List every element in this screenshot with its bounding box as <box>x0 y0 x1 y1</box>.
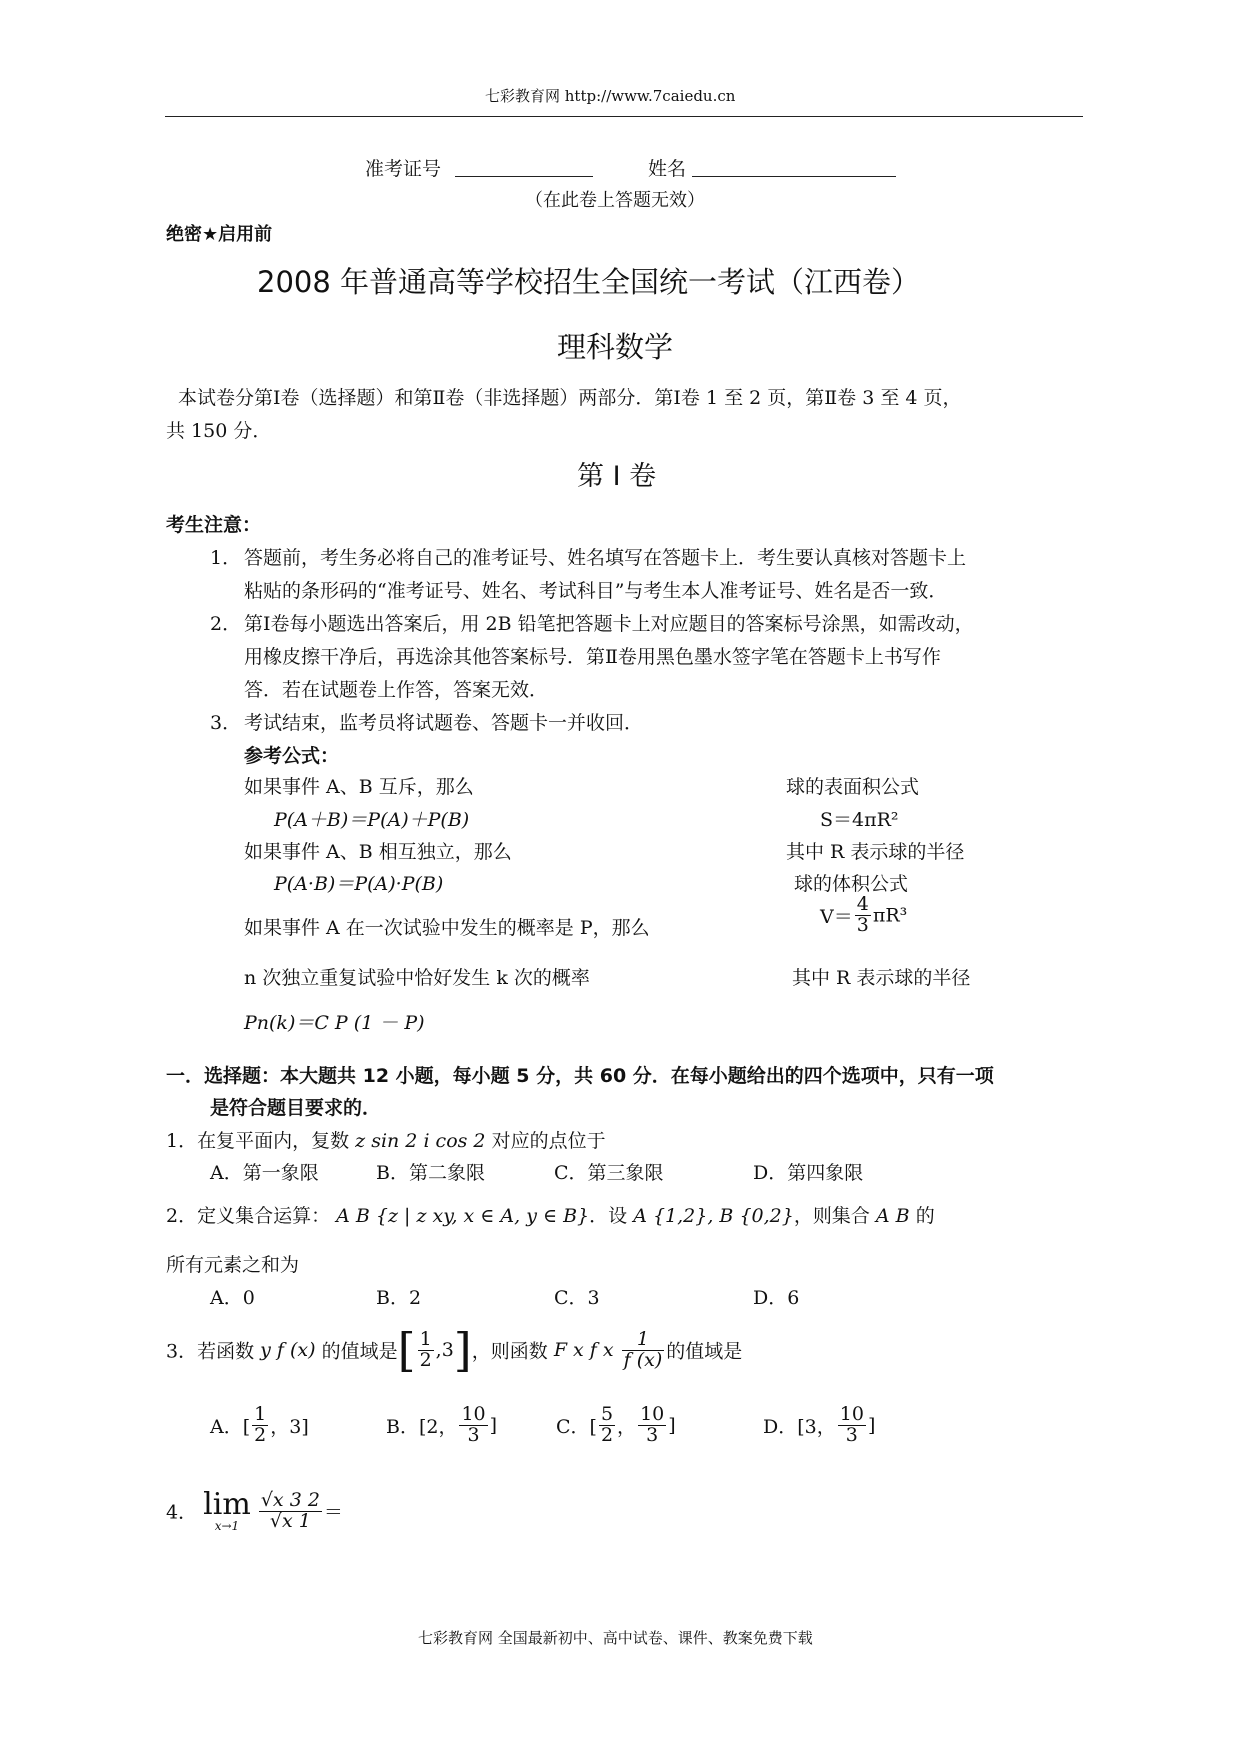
q3-option-d <box>763 1405 875 1446</box>
q4-numerator: √x 3 2 <box>260 1488 320 1511</box>
notice-item-2-line-2: 用橡皮擦干净后，再选涂其他答案标号．第Ⅱ卷用黑色墨水签字笔在答题卡上书写作 <box>244 646 941 668</box>
q2-option-d: D．6 <box>753 1287 800 1309</box>
q2-stem <box>166 1201 935 1228</box>
q3-function-fraction <box>622 1327 665 1371</box>
q4-lim-sub: x→1 <box>214 1519 240 1533</box>
q3-stem-c: ，则函数 <box>471 1340 548 1363</box>
q1-number: 1． <box>166 1130 198 1152</box>
q3-opt-c-den-2: 3 <box>646 1423 659 1446</box>
formula-right-2: S＝4πR² <box>820 809 899 831</box>
q3-opt-c-num-1: 5 <box>600 1403 614 1425</box>
q2-number: 2． <box>166 1205 198 1227</box>
q3-opt-a-num: 1 <box>254 1403 267 1425</box>
q3-opt-d-den: 3 <box>845 1423 858 1446</box>
q4-fraction <box>259 1488 322 1532</box>
q2-stem-a: 定义集合运算： <box>197 1205 331 1227</box>
notice-item-1-num: 1． <box>210 547 242 569</box>
page-footer: 七彩教育网 全国最新初中、高中试卷、课件、教案免费下载 <box>418 1629 813 1647</box>
formula-left-1: 如果事件 A、B 互斥，那么 <box>244 776 474 798</box>
q3-opt-a-fraction <box>252 1405 268 1446</box>
volume-frac-den: 3 <box>856 913 869 936</box>
formula-right-4: 球的体积公式 <box>794 873 909 895</box>
q1-stem <box>166 1126 606 1153</box>
q3-opt-c-den-1: 2 <box>600 1423 614 1446</box>
q4-stem <box>166 1487 343 1533</box>
notice-item-1-line-1: 答题前，考生务必将自己的准考证号、姓名填写在答题卡上．考生要认真核对答题卡上 <box>244 547 967 569</box>
formula-right-1: 球的表面积公式 <box>786 776 920 798</box>
notice-item-1-line-2: 粘贴的条形码的“准考证号、姓名、考试科目”与考生本人准考证号、姓名是否一致． <box>244 580 948 602</box>
q1-stem-b: 对应的点位于 <box>491 1130 606 1152</box>
volume-suffix: πR³ <box>872 904 908 927</box>
volume-frac-num: 4 <box>856 893 869 915</box>
q3-option-a <box>210 1405 309 1446</box>
q3-opt-d-fraction <box>838 1405 866 1446</box>
q3-stem-a: 若函数 <box>197 1340 255 1363</box>
formula-left-5: 如果事件 A 在一次试验中发生的概率是 P，那么 <box>244 917 650 939</box>
q3-stem-d: 的值域是 <box>666 1340 743 1363</box>
notice-item-2-line-1: 第Ⅰ卷每小题选出答案后，用 2B 铅笔把答题卡上对应题目的答案标号涂黑，如需改动， <box>244 613 974 635</box>
q2-option-a: A．0 <box>210 1287 255 1309</box>
q3-opt-a-label: A．[ <box>210 1415 251 1438</box>
q3-range-den: 2 <box>419 1348 432 1371</box>
q2-expression-2: A {1,2}, B {0,2} <box>633 1205 794 1227</box>
q3-opt-a-tail: ，3] <box>270 1415 309 1438</box>
section-title: 第 Ⅰ 卷 <box>577 461 657 492</box>
q3-stem-b: 的值域是 <box>321 1340 398 1363</box>
q3-opt-b-tail: ] <box>489 1414 498 1437</box>
candidate-id-label: 准考证号 <box>365 158 442 180</box>
q4-denominator: √x 1 <box>269 1509 311 1532</box>
q2-expression-1: A B {z | z xy, x ∈ A, y ∈ B} <box>336 1205 590 1227</box>
q1-stem-a: 在复平面内，复数 <box>197 1130 350 1152</box>
q3-opt-a-den: 2 <box>254 1423 267 1446</box>
q3-opt-c-num-2: 10 <box>640 1403 665 1425</box>
part1-heading-line-1: 一．选择题：本大题共 12 小题，每小题 5 分，共 60 分．在每小题给出的四个选项中，只有一项 <box>166 1065 994 1087</box>
q2-stem-b: ．设 <box>589 1205 628 1227</box>
q3-expression-1: y f (x) <box>260 1339 316 1361</box>
candidate-name-blank <box>692 176 896 177</box>
notice-item-2-line-3: 答．若在试题卷上作答，答案无效． <box>244 679 549 701</box>
q3-option-b <box>386 1405 497 1446</box>
volume-prefix: V＝ <box>820 905 853 928</box>
q3-number: 3． <box>166 1340 198 1363</box>
q3-range-fraction <box>418 1327 434 1371</box>
q3-opt-c-tail: ] <box>668 1414 676 1437</box>
q3-opt-b-den: 3 <box>467 1423 480 1446</box>
q1-option-d: D．第四象限 <box>753 1162 864 1184</box>
q2-expression-3: A B <box>875 1205 910 1227</box>
q3-range-end: ,3 <box>435 1339 454 1361</box>
right-bracket-icon: ] <box>453 1323 472 1377</box>
intro-line-1: 本试卷分第Ⅰ卷（选择题）和第Ⅱ卷（非选择题）两部分．第Ⅰ卷 1 至 2 页，第Ⅱ卷 3 至 4 页， <box>178 387 962 409</box>
q3-opt-b-label: B．[2， <box>386 1415 458 1438</box>
answer-invalid-note: （在此卷上答题无效） <box>525 190 705 211</box>
formula-heading: 参考公式： <box>244 745 340 767</box>
q3-opt-c-fraction-1 <box>599 1405 615 1446</box>
q1-option-c: C．第三象限 <box>554 1162 664 1184</box>
exam-subject: 理科数学 <box>557 330 674 364</box>
notice-item-3-num: 3． <box>210 712 242 734</box>
sphere-volume-formula <box>820 895 907 936</box>
formula-left-7: Pn(k)＝C P (1 － P) <box>244 1012 425 1034</box>
intro-line-2: 共 150 分． <box>166 420 272 442</box>
formula-left-4: P(A·B)＝P(A)·P(B) <box>274 873 444 895</box>
q2-stem-d: 的 <box>915 1205 935 1227</box>
formula-right-7: 其中 R 表示球的半径 <box>792 967 971 989</box>
q3-opt-d-tail: ] <box>867 1414 876 1437</box>
q4-limit <box>203 1487 251 1533</box>
confidential-mark: 绝密★启用前 <box>166 224 273 245</box>
q3-opt-c-label: C．[ <box>556 1415 597 1438</box>
q2-option-b: B．2 <box>376 1287 422 1309</box>
page-header: 七彩教育网 http://www.7caiedu.cn <box>485 87 736 105</box>
candidate-id-blank <box>455 176 593 177</box>
formula-right-3: 其中 R 表示球的半径 <box>786 841 965 863</box>
q3-f-num: 1 <box>622 1330 665 1351</box>
formula-left-6: n 次独立重复试验中恰好发生 k 次的概率 <box>244 967 590 989</box>
part1-heading-line-2: 是符合题目要求的． <box>210 1097 382 1119</box>
q3-opt-d-num: 10 <box>839 1403 864 1425</box>
volume-fraction <box>855 895 871 936</box>
q3-opt-b-fraction <box>459 1405 487 1446</box>
formula-left-3: 如果事件 A、B 相互独立，那么 <box>244 841 512 863</box>
q3-option-c <box>556 1405 676 1446</box>
q3-opt-b-num: 10 <box>461 1403 486 1425</box>
q1-option-b: B．第二象限 <box>376 1162 485 1184</box>
left-bracket-icon: [ <box>397 1323 416 1377</box>
q2-stem-c: ，则集合 <box>793 1205 870 1227</box>
notice-item-3-line-1: 考试结束，监考员将试题卷、答题卡一并收回． <box>244 712 644 734</box>
q4-lim-text: lim <box>203 1487 251 1522</box>
notice-item-2-num: 2． <box>210 613 242 635</box>
q3-opt-d-label: D．[3， <box>763 1415 836 1438</box>
q3-opt-c-mid: ， <box>617 1415 637 1438</box>
q2-stem-line-2: 所有元素之和为 <box>166 1254 300 1276</box>
exam-title: 2008 年普通高等学校招生全国统一考试（江西卷） <box>257 265 921 299</box>
notice-heading: 考生注意： <box>166 514 262 536</box>
q1-expression: z sin 2 i cos 2 <box>355 1130 486 1152</box>
q3-expression-2: F x f x <box>553 1339 620 1361</box>
candidate-name-label: 姓名 <box>648 158 687 180</box>
q4-equals: ＝ <box>323 1501 343 1524</box>
q1-option-a: A．第一象限 <box>210 1162 319 1184</box>
q3-range-num: 1 <box>419 1327 432 1350</box>
q3-opt-c-fraction-2 <box>638 1405 666 1446</box>
q3-stem <box>166 1323 742 1377</box>
header-rule <box>165 116 1083 117</box>
formula-left-2: P(A＋B)＝P(A)＋P(B) <box>274 809 470 831</box>
q2-option-c: C．3 <box>554 1287 600 1309</box>
q3-f-den: f (x) <box>623 1348 663 1371</box>
q4-number: 4． <box>166 1501 198 1524</box>
